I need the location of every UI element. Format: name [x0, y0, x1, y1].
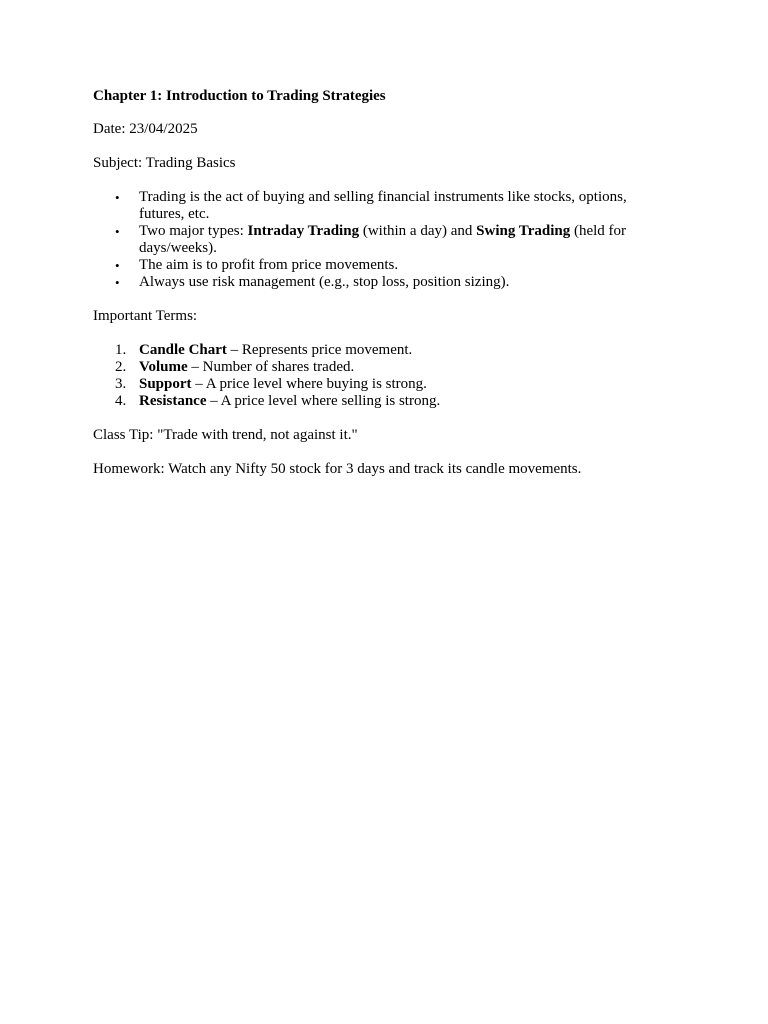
- term-name: Resistance: [139, 393, 207, 409]
- chapter-title: Chapter 1: Introduction to Trading Strategies: [93, 88, 386, 104]
- bullet-text-post: (held for days/weeks).: [139, 223, 627, 256]
- bullet-text: Trading is the act of buying and selling financial instruments like stocks, options, futures, etc.: [139, 189, 627, 222]
- subject-line: Subject: Trading Basics: [93, 155, 236, 171]
- bullet-icon: •: [115, 224, 120, 239]
- term-description: – Represents price movement.: [226, 342, 413, 358]
- term-description: – Number of shares traded.: [187, 359, 355, 375]
- term-description: – A price level where buying is strong.: [191, 376, 427, 392]
- bullet-bold-swing: Swing Trading: [476, 223, 571, 239]
- bullet-item: [115, 274, 663, 291]
- term-name: Support: [139, 376, 192, 392]
- term-number: 2.: [115, 359, 127, 375]
- term-description: – A price level where selling is strong.: [206, 393, 441, 409]
- bullet-bold-intraday: Intraday Trading: [247, 223, 360, 239]
- date-line: Date: 23/04/2025: [93, 121, 198, 137]
- bullet-text-pre: Two major types:: [139, 223, 248, 239]
- term-item: [115, 359, 663, 376]
- term-number: 1.: [115, 342, 127, 358]
- term-item: [115, 342, 663, 359]
- bullet-item: [115, 189, 663, 223]
- term-number: 3.: [115, 376, 127, 392]
- bullet-text-mid: (within a day) and: [359, 223, 477, 239]
- term-name: Candle Chart: [139, 342, 227, 358]
- term-name: Volume: [139, 359, 188, 375]
- bullet-item: [115, 257, 663, 274]
- homework-line: Homework: Watch any Nifty 50 stock for 3 days and track its candle movements.: [93, 461, 582, 477]
- term-item: [115, 393, 663, 410]
- bullet-text: Always use risk management (e.g., stop loss, position sizing).: [139, 274, 510, 290]
- term-item: [115, 376, 663, 393]
- bullet-icon: •: [115, 275, 120, 290]
- bullet-icon: •: [115, 190, 120, 205]
- bullet-item: [115, 223, 663, 257]
- terms-list: [93, 342, 663, 410]
- terms-heading: Important Terms:: [93, 308, 198, 324]
- bullet-text: The aim is to profit from price movements.: [139, 257, 399, 273]
- class-tip: Class Tip: "Trade with trend, not against it.": [93, 427, 358, 443]
- bullet-icon: •: [115, 258, 120, 273]
- bullet-list: [93, 189, 663, 291]
- document-page: [93, 88, 663, 495]
- term-number: 4.: [115, 393, 127, 409]
